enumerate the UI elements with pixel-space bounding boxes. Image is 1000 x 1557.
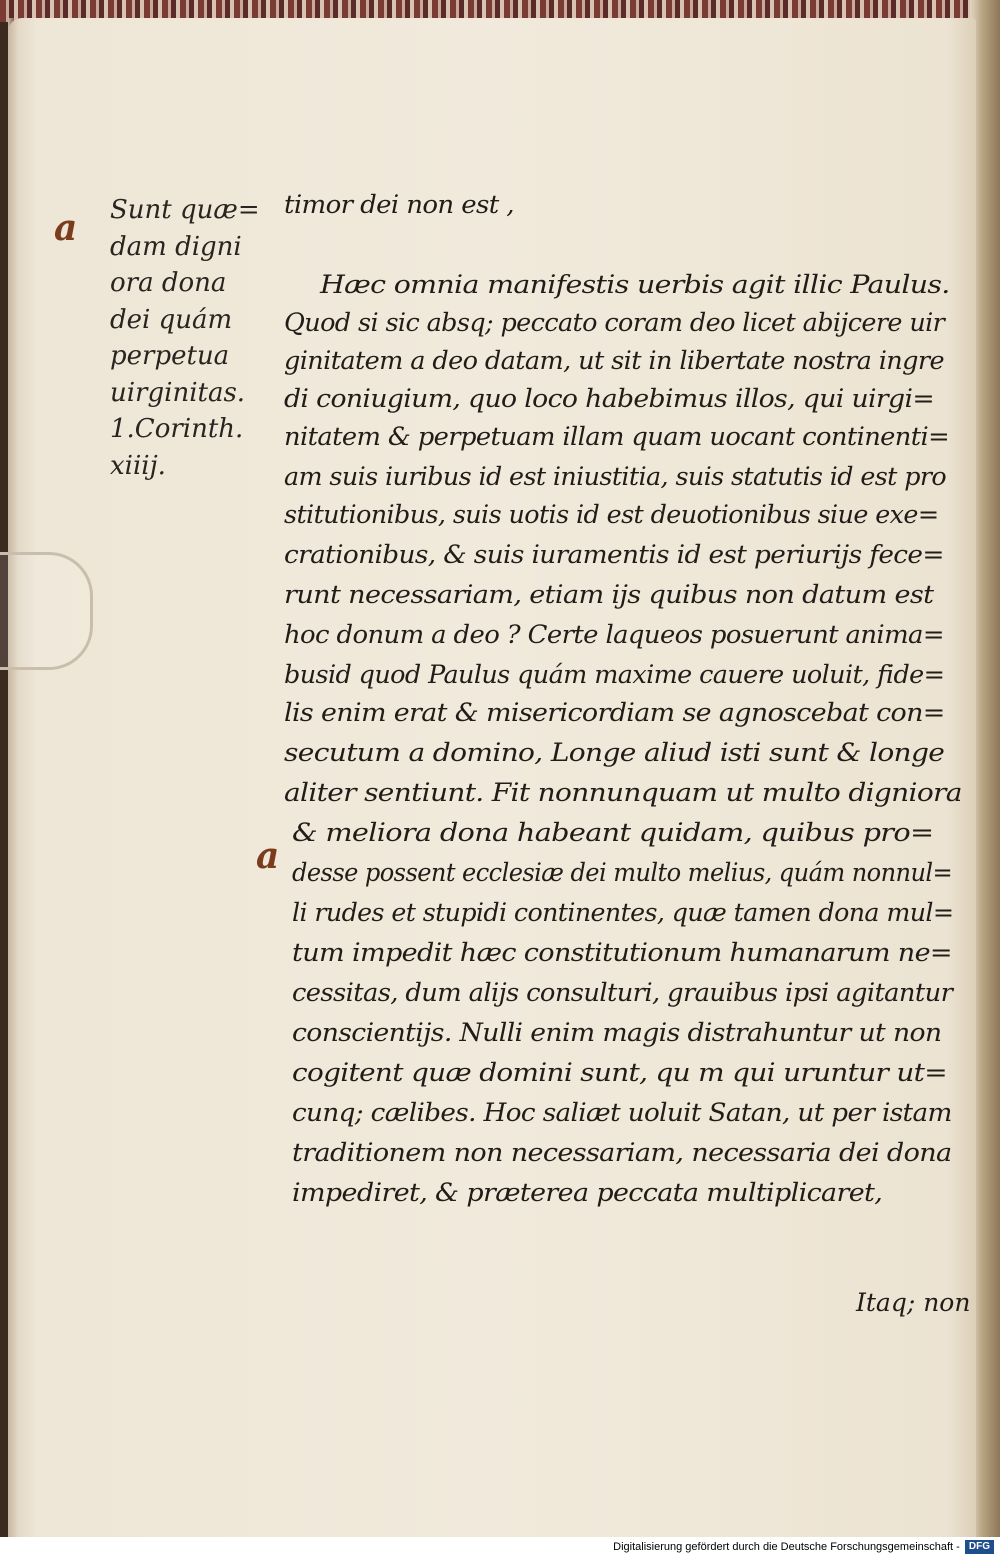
text-line: hoc donum a deo ? Certe laqueos posuerunt anima= <box>284 620 944 649</box>
text-line: desse possent ecclesiæ dei multo melius, quám nonnul= <box>292 858 953 887</box>
dfg-logo: DFG <box>965 1540 994 1554</box>
footer-credit: Digitalisierung gefördert durch die Deutsche Forschungsgemeinschaft - <box>613 1541 960 1554</box>
text-line: aliter sentiunt. Fit nonnunquam ut multo digniora <box>284 778 962 807</box>
marginal-line: ora dona <box>110 268 227 298</box>
text-line: di coniugium, quo loco habebimus illos, qui uirgi= <box>284 384 935 413</box>
marginal-line: Sunt quæ= <box>110 195 260 225</box>
marginal-line: 1.Corinth. <box>110 414 244 444</box>
text-line: secutum a domino, Longe aliud isti sunt & longe <box>284 738 945 767</box>
text-line: timor dei non est , <box>284 190 514 219</box>
gutter-shadow <box>8 18 18 1537</box>
marginal-line: dei quám <box>110 304 233 335</box>
text-line: impediret, & præterea peccata multiplicaret, <box>292 1178 883 1207</box>
text-line: busid quod Paulus quám maxime cauere uoluit, fide= <box>284 660 945 689</box>
marginal-marker: a <box>54 207 78 249</box>
text-line: Hæc omnia manifestis uerbis agit illic Paulus. <box>320 270 950 299</box>
text-line: cunq; cælibes. Hoc saliæt uoluit Satan, ut per istam <box>292 1098 952 1127</box>
catchword: Itaq; non <box>856 1288 971 1317</box>
text-line: conscientijs. Nulli enim magis distrahuntur ut non <box>292 1018 942 1047</box>
text-line: & meliora dona habeant quidam, quibus pro= <box>292 818 934 847</box>
text-line: am suis iuribus id est iniustitia, suis statutis id est pro <box>284 462 947 491</box>
text-line: lis enim erat & misericordiam se agnoscebat con= <box>284 698 945 727</box>
marginal-line: dam digni <box>110 231 242 262</box>
text-line: crationibus, & suis iuramentis id est periurijs fece= <box>284 540 944 569</box>
text-line: stitutionibus, suis uotis id est deuotionibus siue exe= <box>284 500 939 529</box>
digitization-footer <box>0 1537 1000 1557</box>
marginal-line: uirginitas. <box>110 377 246 408</box>
text-line: cessitas, dum alijs consulturi, grauibus ipsi agitantur <box>292 978 953 1007</box>
text-line: tum impedit hæc constitutionum humanarum ne= <box>292 938 952 967</box>
text-line: Quod si sic absq; peccato coram deo licet abijcere uir <box>284 308 945 337</box>
bookmark-tab <box>0 552 93 670</box>
text-line: cogitent quæ domini sunt, qu m qui uruntur ut= <box>292 1058 947 1087</box>
text-line: runt necessariam, etiam ijs quibus non datum est <box>284 580 934 609</box>
text-line: li rudes et stupidi continentes, quæ tamen dona mul= <box>292 898 954 927</box>
marginal-line: perpetua <box>110 341 230 371</box>
text-line: nitatem & perpetuam illam quam uocant continenti= <box>284 422 950 451</box>
text-line: ginitatem a deo datam, ut sit in libertate nostra ingre <box>284 346 944 375</box>
text-marker: a <box>256 835 280 877</box>
marginal-line: xiiij. <box>110 450 166 481</box>
marginal-note <box>110 192 260 484</box>
text-line: traditionem non necessariam, necessaria dei dona <box>292 1138 952 1167</box>
